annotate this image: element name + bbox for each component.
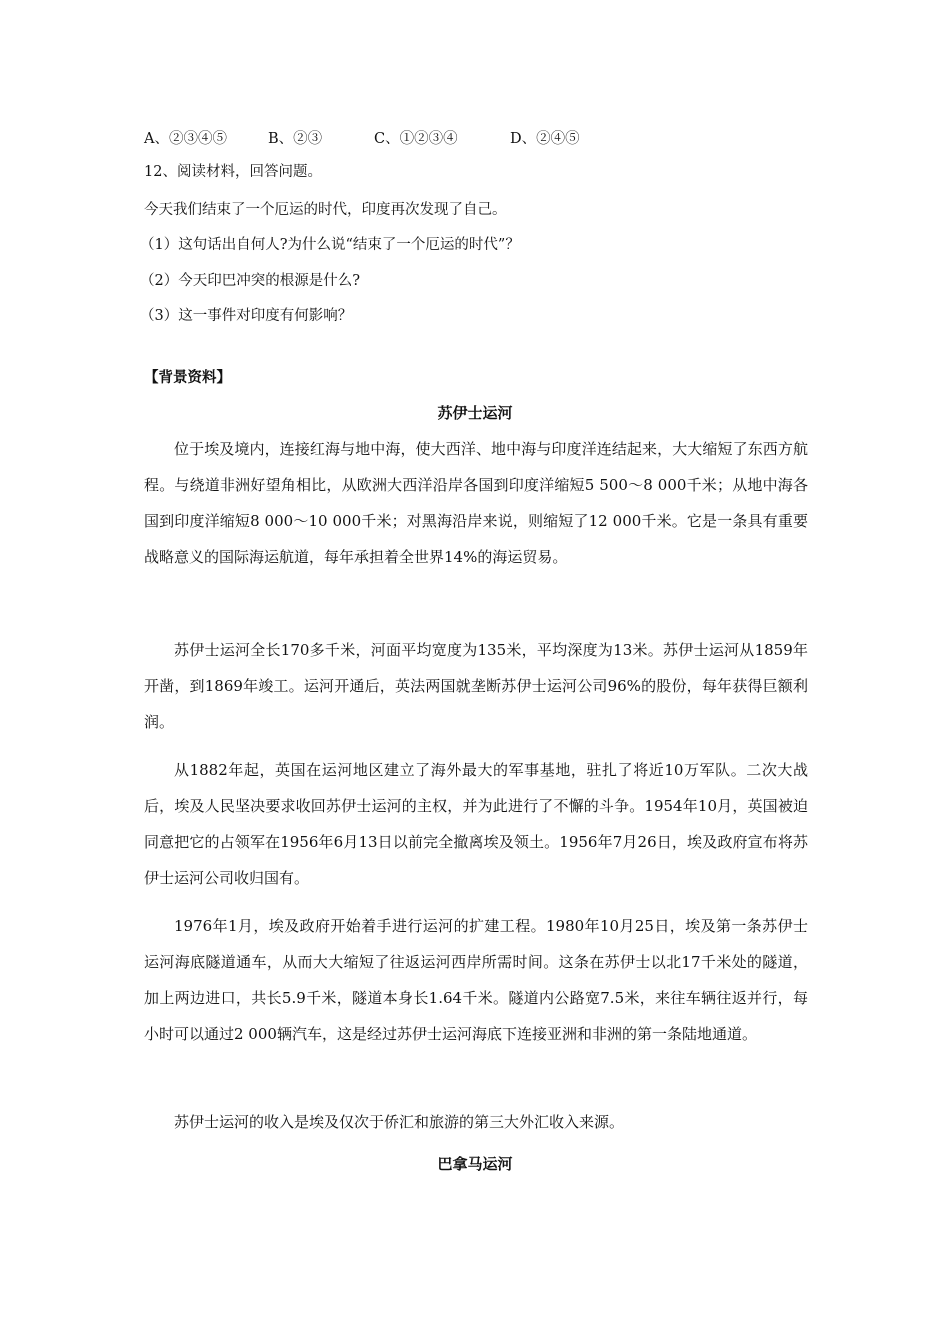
background-label: 【背景资料】 [144, 369, 231, 386]
sub-question-1: （1）这句话出自何人?为什么说“结束了一个厄运的时代”？ [140, 237, 520, 253]
sub-question-2: （2）今天印巴冲突的根源是什么? [140, 273, 360, 289]
option-a: A、②③④⑤ [144, 131, 227, 147]
suez-paragraph-4: 1976年1月，埃及政府开始着手进行运河的扩建工程。1980年10月25日，埃及第一条苏伊士运河海底隧道通车，从而大大缩短了往返运河西岸所需时间。这条在苏伊士以北17千米处的隧道，加上两边进口，共长5.9千米，隧道本身长1.64千米。隧道内公路宽7.5米，来往车辆往返并行，每小时可以通过2 000辆汽车，这是经过苏伊士运河海底下连接亚洲和非洲的第一条陆地通道。 [144, 917, 808, 1043]
option-b: B、②③ [268, 131, 323, 147]
suez-paragraph-3: 从1882年起，英国在运河地区建立了海外最大的军事基地，驻扎了将近10万军队。二次大战后，埃及人民坚决要求收回苏伊士运河的主权，并为此进行了不懈的斗争。1954年10月，英国被迫同意把它的占领军在1956年6月13日以前完全撤离埃及领土。1956年7月26日，埃及政府宣布将苏伊士运河公司收归国有。 [144, 761, 808, 887]
option-c: C、①②③④ [374, 131, 458, 147]
question-12-title: 12、阅读材料，回答问题。 [144, 164, 322, 180]
suez-canal-title: 苏伊士运河 [437, 404, 513, 422]
question-12-material: 今天我们结束了一个厄运的时代，印度再次发现了自己。 [144, 202, 507, 218]
suez-paragraph-1: 位于埃及境内，连接红海与地中海，使大西洋、地中海与印度洋连结起来，大大缩短了东西方航程。与绕道非洲好望角相比，从欧洲大西洋沿岸各国到印度洋缩短5 500～8 000千米；从地中海各国到印度洋缩短8 000～10 000千米；对黑海沿岸来说，则缩短了12 000千米。它是一条具有重要战略意义的国际海运航道，每年承担着全世界14%的海运贸易。 [144, 440, 808, 566]
question-11-options [144, 129, 580, 149]
panama-canal-title: 巴拿马运河 [437, 1155, 513, 1173]
option-d: D、②④⑤ [510, 131, 580, 147]
suez-paragraph-5: 苏伊士运河的收入是埃及仅次于侨汇和旅游的第三大外汇收入来源。 [174, 1113, 625, 1131]
suez-paragraph-2: 苏伊士运河全长170多千米，河面平均宽度为135米，平均深度为13米。苏伊士运河从1859年开凿，到1869年竣工。运河开通后，英法两国就垄断苏伊士运河公司96%的股份，每年获得巨额利润。 [144, 641, 808, 731]
sub-question-3: （3）这一事件对印度有何影响？ [140, 308, 353, 324]
